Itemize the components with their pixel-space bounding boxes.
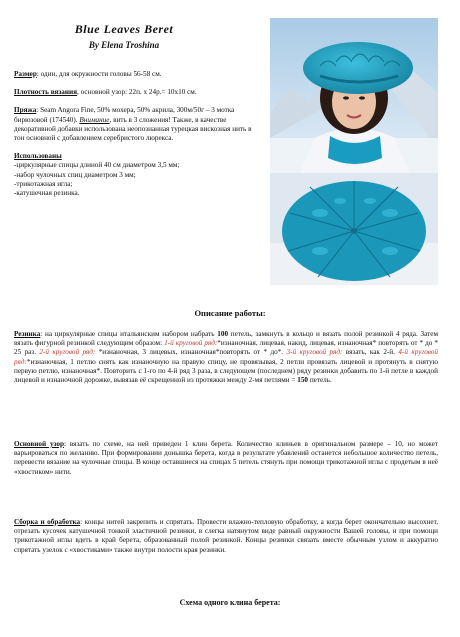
attention-label: Внимание bbox=[79, 115, 110, 124]
work-section-title: Описание работы: bbox=[194, 308, 266, 318]
yarn-label: Пряжа bbox=[14, 106, 37, 115]
woman-beret-illustration bbox=[270, 18, 438, 173]
title-block bbox=[14, 22, 234, 50]
attention-text: , вить в 3 сложения! Также, в качестве декоративной добавки использована неопознанная турецкая вискозная нить в тон основной с добавлением серебристого люрекса. bbox=[14, 115, 252, 143]
photo-beret-top bbox=[270, 173, 438, 285]
rib-text: петель, замкнуть в кольцо и вязать полой резинкой 4 ряда. Затем вязать фигурной резинкой следующим образом: bbox=[14, 330, 439, 348]
rib-text: *изнаночная, 1 петлю снять как изнаночную на правую спицу, не провязывая, 2 петли провязать лицевой и протянуть в снятую первую петлю, изнаночная*. Повторить с 1-го по 4-й ряд 3 раза, в следующем (последнем) ряду резинки добавить по 1-й петле в каждой лицевой и изнаночной дорожке, вывязав её скрещенной из протяжки между 2-мя петлями = bbox=[14, 357, 438, 385]
rib-count: 100 bbox=[217, 330, 229, 338]
main-text: : вязать по схеме, на ней приведен 1 клин берета. Количество клиньев в оригинальном размере – 10, но может варьироваться по желанию. При формировании донышка берета, когда в результате убавлений останется небольшое количество петель, перевести вязание на чулочные спицы. В конце оставшиеся на спицах 5 петель стянуть при помощи трикотажной иглы с продетым в неё «хвостиком» нити. bbox=[14, 440, 438, 476]
scheme-title: Схема одного клина берета: bbox=[179, 598, 281, 607]
rib-row-label: 4-й круговой ряд: bbox=[14, 348, 438, 366]
size-label: Размер bbox=[14, 70, 37, 78]
photo-woman-beret bbox=[270, 18, 438, 173]
yarn-text: : Seam Angora Fine, 50% мохера, 50% акрила, 300м/50г – 3 мотка бирюзовой (174540). bbox=[14, 106, 235, 124]
used-item: -циркулярные спицы длиной 40 см диаметром 3,5 мм; bbox=[14, 161, 180, 170]
rib-row-label: 2-й круговой ряд: bbox=[39, 348, 96, 357]
density-paragraph bbox=[14, 88, 258, 97]
used-item: -трикотажная игла; bbox=[14, 179, 73, 188]
density-label: Плотность вязания bbox=[14, 88, 78, 97]
rib-text: *изнаночная, лицевая, накид, лицевая, изнаночная* повторять от * до * 25 раз. bbox=[14, 339, 438, 357]
specs-column bbox=[14, 70, 258, 207]
assembly-text: : концы нитей закрепить и спрятать. Провести влажно-тепловую обработку, а когда берет окончательно высохнет, отрезать кусочек катушечной тонкой эластичной резинки, в слегка натянутом виде равный окружности Вашей головы, и при помощи трикотажной иглы вдеть в край берета, образованный полой резинкой. Концы резинки связать вместе обычным узлом и аккуратно спрятать узелок с «хвостиками» также внутри полости края резинки. bbox=[14, 518, 438, 554]
assembly-paragraph bbox=[14, 518, 438, 555]
yarn-paragraph bbox=[14, 106, 258, 143]
beret-top-illustration bbox=[270, 173, 438, 285]
main-pattern-paragraph bbox=[14, 440, 438, 477]
size-text: : один, для окружности головы 56-58 см. bbox=[36, 70, 162, 78]
used-paragraph bbox=[14, 152, 258, 198]
used-item: -катушечная резинка. bbox=[14, 189, 80, 198]
rib-label: Резинка bbox=[14, 330, 41, 338]
main-label: Основной узор bbox=[14, 440, 64, 448]
rib-row-label: 1-й круговой ряд: bbox=[164, 339, 218, 348]
assembly-label: Сборка и обработка bbox=[14, 518, 81, 526]
rib-row-label: 3-й круговой ряд: bbox=[286, 348, 343, 357]
pattern-author: By Elena Troshina bbox=[88, 40, 160, 50]
rib-text: вязать, как 2-й. bbox=[342, 348, 399, 357]
density-text: , основной узор: 22п. х 24р.= 10х10 см. bbox=[77, 88, 197, 97]
pattern-title: Blue Leaves Beret bbox=[74, 22, 174, 36]
used-label: Использованы bbox=[14, 152, 62, 161]
rib-total: 150 bbox=[297, 376, 309, 385]
rib-text: : на циркулярные спицы итальянским набором набрать bbox=[40, 330, 218, 338]
rib-text: *изнаночная, 3 лицевых, изнаночная*повторять от * до*. bbox=[95, 348, 287, 357]
rib-text: петель. bbox=[308, 376, 332, 385]
used-item: -набор чулочных спиц диаметром 3 мм; bbox=[14, 170, 136, 179]
size-paragraph bbox=[14, 70, 258, 79]
rib-paragraph bbox=[14, 330, 438, 385]
